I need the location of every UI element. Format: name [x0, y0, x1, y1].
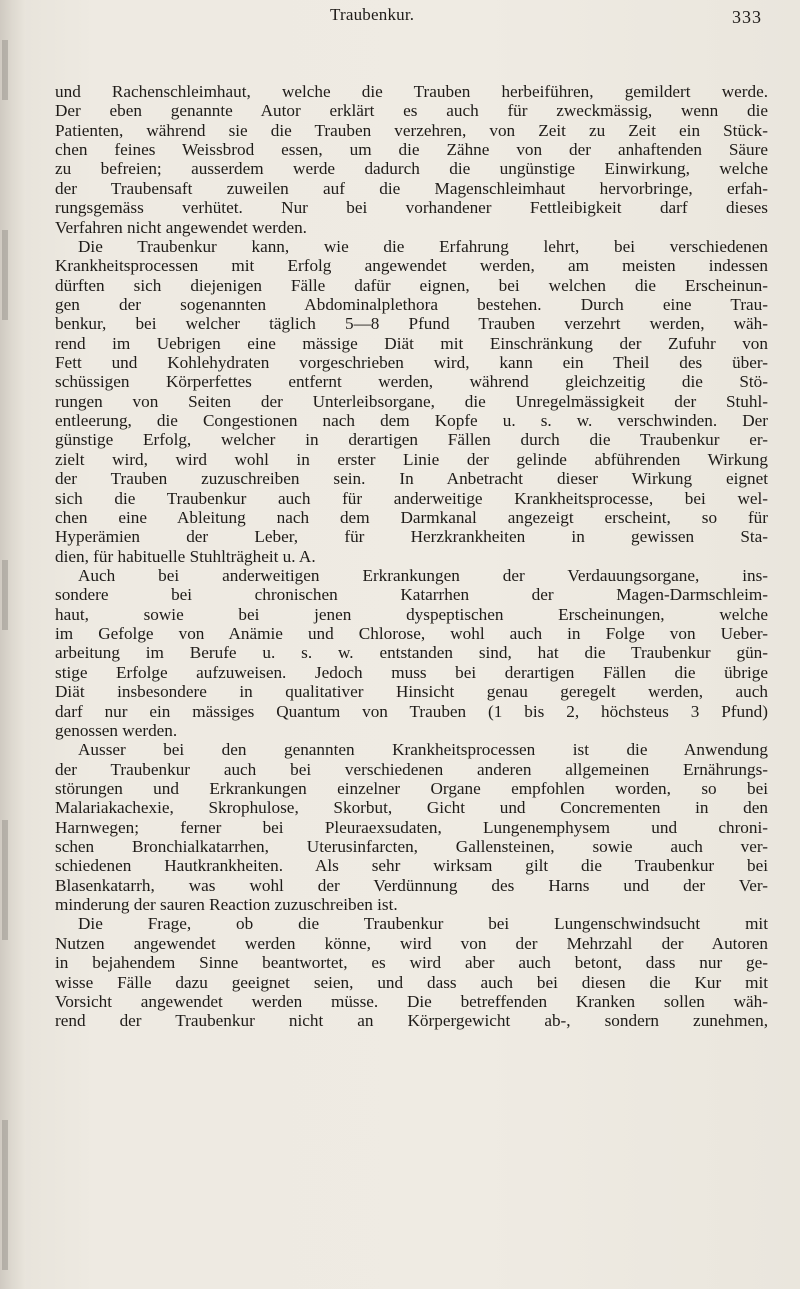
text-line: Hyperämien der Leber, für Herzkrankheiten in gewissen Sta- — [55, 527, 768, 547]
text-line: genossen werden. — [55, 720, 178, 740]
binding-shadow — [2, 560, 8, 630]
text-line: zu befreien; ausserdem werde dadurch die ungünstige Einwirkung, welche — [55, 159, 768, 179]
binding-shadow — [2, 820, 8, 940]
text-line: Krankheitsprocessen mit Erfolg angewendet werden, am meisten indessen — [55, 256, 768, 276]
text-line: Harnwegen; ferner bei Pleuraexsudaten, Lungenemphysem und chroni- — [55, 817, 768, 837]
text-line: schen Bronchialkatarrhen, Uterusinfarcten, Gallensteinen, sowie auch ver- — [55, 837, 768, 857]
page-gutter — [0, 0, 26, 1289]
binding-shadow — [2, 230, 8, 320]
text-line: arbeitung im Berufe u. s. w. entstanden sind, hat die Traubenkur gün- — [55, 643, 768, 663]
text-line: sondere bei chronischen Katarrhen der Magen-Darmschleim- — [55, 585, 768, 605]
text-line: Blasenkatarrh, was wohl der Verdünnung des Harns und der Ver- — [55, 875, 768, 895]
text-line: zielt wird, wird wohl in erster Linie der gelinde abführenden Wirkung — [55, 449, 768, 469]
text-line: Nutzen angewendet werden könne, wird von der Mehrzahl der Autoren — [55, 933, 768, 953]
text-line: schüssigen Körperfettes entfernt werden, während gleichzeitig die Stö- — [55, 372, 768, 392]
text-line: und Rachenschleimhaut, welche die Trauben herbeiführen, gemildert werde. — [55, 82, 768, 101]
text-line: Ausser bei den genannten Krankheitsprocessen ist die Anwendung — [78, 740, 768, 760]
page-header — [0, 0, 800, 40]
text-line: haut, sowie bei jenen dyspeptischen Erscheinungen, welche — [55, 604, 768, 624]
text-line: Der eben genannte Autor erklärt es auch für zweckmässig, wenn die — [55, 101, 768, 121]
text-line: günstige Erfolg, welcher in derartigen Fällen durch die Traubenkur er- — [55, 430, 768, 450]
text-line: Die Traubenkur kann, wie die Erfahrung lehrt, bei verschiedenen — [78, 236, 768, 256]
text-line: gen der sogenannten Abdominalplethora bestehen. Durch eine Trau- — [55, 294, 768, 314]
text-line: im Gefolge von Anämie und Chlorose, wohl auch in Folge von Ueber- — [55, 624, 768, 644]
binding-shadow — [2, 40, 8, 100]
text-line: wisse Fälle dazu geeignet seien, und dass auch bei diesen die Kur mit — [55, 972, 768, 992]
text-line: entleerung, die Congestionen nach dem Kopfe u. s. w. verschwinden. Der — [55, 411, 768, 431]
text-line: chen eine Ableitung nach dem Darmkanal angezeigt erscheint, so für — [55, 507, 768, 527]
text-line: Malariakachexie, Skrophulose, Skorbut, Gicht und Concrementen in den — [55, 798, 768, 818]
text-line: dien, für habituelle Stuhlträgheit u. A. — [55, 546, 316, 566]
text-line: Auch bei anderweitigen Erkrankungen der Verdauungsorgane, ins- — [78, 565, 768, 585]
text-line: dürften sich diejenigen Fälle dafür eignen, bei welchen die Erscheinun- — [55, 275, 768, 295]
text-line: schiedenen Hautkrankheiten. Als sehr wirksam gilt die Traubenkur bei — [55, 856, 768, 876]
page-number: 333 — [732, 7, 762, 27]
text-line: Vorsicht angewendet werden müsse. Die betreffenden Kranken sollen wäh- — [55, 991, 768, 1011]
text-line: darf nur ein mässiges Quantum von Trauben (1 bis 2, höchsteus 3 Pfund) — [55, 701, 768, 721]
text-line: minderung der sauren Reaction zuzuschreiben ist. — [55, 895, 398, 915]
text-line: stige Erfolge aufzuweisen. Jedoch muss bei derartigen Fällen die übrige — [55, 662, 768, 682]
text-line: rungsgemäss verhütet. Nur bei vorhandener Fettleibigkeit darf dieses — [55, 198, 768, 218]
binding-shadow — [2, 1120, 8, 1270]
running-title: Traubenkur. — [330, 5, 415, 24]
text-line: rungen von Seiten der Unterleibsorgane, die Unregelmässigkeit der Stuhl- — [55, 391, 768, 411]
text-line: störungen und Erkrankungen einzelner Organe empfohlen worden, so bei — [55, 778, 768, 798]
text-line: rend der Traubenkur nicht an Körpergewicht ab-, sondern zunehmen, — [55, 1011, 768, 1031]
text-line: der Trauben zuzuschreiben sein. In Anbetracht dieser Wirkung eignet — [55, 469, 768, 489]
text-line: Diät insbesondere in qualitativer Hinsicht genau geregelt werden, auch — [55, 682, 768, 702]
text-line: benkur, bei welcher täglich 5—8 Pfund Trauben verzehrt werden, wäh- — [55, 314, 768, 334]
text-line: Fett und Kohlehydraten vorgeschrieben wird, kann ein Theil des über- — [55, 353, 768, 373]
text-line: Patienten, während sie die Trauben verzehren, von Zeit zu Zeit ein Stück- — [55, 120, 768, 140]
text-line: der Traubenkur auch bei verschiedenen anderen allgemeinen Ernährungs- — [55, 759, 768, 779]
text-line: in bejahendem Sinne beantwortet, es wird aber auch betont, dass nur ge- — [55, 953, 768, 973]
text-line: rend im Uebrigen eine mässige Diät mit Einschränkung der Zufuhr von — [55, 333, 768, 353]
text-line: Verfahren nicht angewendet werden. — [55, 217, 307, 237]
text-line: der Traubensaft zuweilen auf die Magenschleimhaut hervorbringe, erfah- — [55, 178, 768, 198]
body-text — [55, 82, 768, 1031]
text-line: sich die Traubenkur auch für anderweitige Krankheitsprocesse, bei wel- — [55, 488, 768, 508]
text-line: chen feines Weissbrod essen, um die Zähne von der anhaftenden Säure — [55, 140, 768, 160]
text-line: Die Frage, ob die Traubenkur bei Lungenschwindsucht mit — [78, 914, 768, 934]
